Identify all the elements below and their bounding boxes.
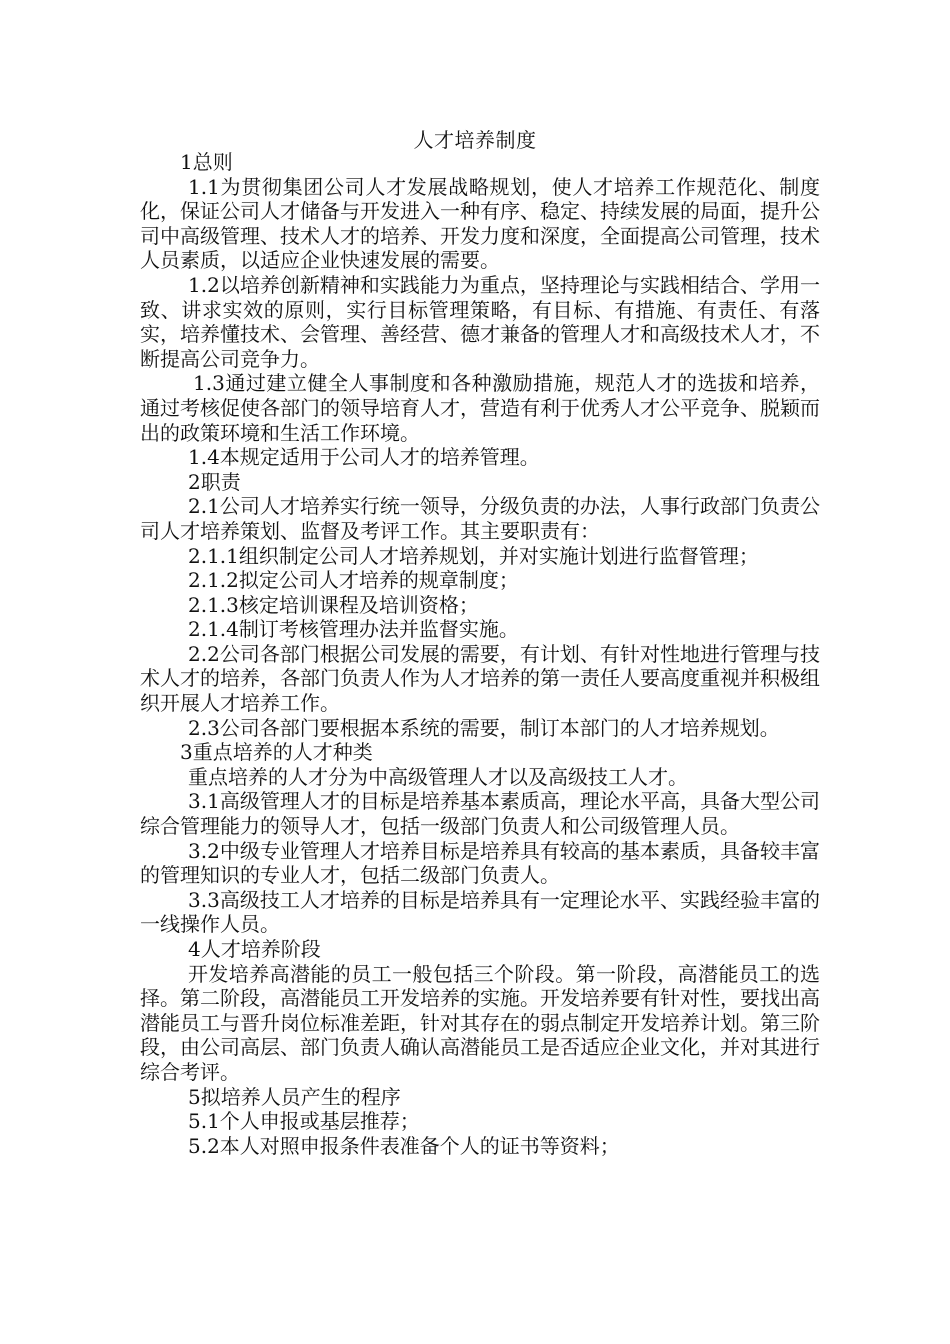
- paragraph: 1.3通过建立健全人事制度和各种激励措施，规范人才的选拔和培养，通过考核促使各部门的领导培育人才，营造有利于优秀人才公平竞争、脱颖而出的政策环境和生活工作环境。: [140, 371, 820, 445]
- paragraph: 2.2公司各部门根据公司发展的需要，有计划、有针对性地进行管理与技术人才的培养，各部门负责人作为人才培养的第一责任人要高度重视并积极组织开展人才培养工作。: [140, 641, 820, 716]
- paragraph: 4人才培养阶段: [188, 937, 321, 961]
- paragraph: 1.4本规定适用于公司人才的培养管理。: [188, 445, 540, 470]
- paragraph: 2.1.3核定培训课程及培训资格；: [188, 592, 479, 617]
- paragraph: 1.1为贯彻集团公司人才发展战略规划，使人才培养工作规范化、制度化，保证公司人才储备与开发进入一种有序、稳定、持续发展的局面，提升公司中高级管理、技术人才的培养、开发力度和深度，全面提高公司管理，技术人员素质，以适应企业快速发展的需要。: [140, 174, 820, 273]
- paragraph: 2.3公司各部门要根据本系统的需要，制订本部门的人才培养规划。: [188, 715, 780, 740]
- paragraph: 5拟培养人员产生的程序: [188, 1084, 401, 1109]
- paragraph: 3.3高级技工人才培养的目标是培养具有一定理论水平、实践经验丰富的一线操作人员。: [140, 887, 820, 937]
- paragraph: 2.1.1组织制定公司人才培养规划，并对实施计划进行监督管理；: [188, 543, 759, 568]
- document-title: 人才培养制度: [413, 128, 537, 152]
- paragraph: 3重点培养的人才种类: [180, 740, 373, 765]
- paragraph: 5.2本人对照申报条件表准备个人的证书等资料；: [188, 1133, 620, 1158]
- paragraph: 1总则: [180, 150, 233, 174]
- document-body: [140, 150, 820, 1158]
- paragraph: 2.1.4制订考核管理办法并监督实施。: [188, 617, 519, 642]
- paragraph: 2.1.2拟定公司人才培养的规章制度；: [188, 568, 519, 593]
- paragraph: 2.1公司人才培养实行统一领导，分级负责的办法，人事行政部门负责公司人才培养策划、监督及考评工作。其主要职责有：: [140, 494, 820, 543]
- paragraph: 2职责: [188, 469, 241, 494]
- paragraph: 5.1个人申报或基层推荐；: [188, 1109, 420, 1134]
- paragraph: 开发培养高潜能的员工一般包括三个阶段。第一阶段，高潜能员工的选择。第二阶段，高潜能员工开发培养的实施。开发培养要有针对性，要找出高潜能员工与晋升岗位标准差距，针对其存在的弱点制定开发培养计划。第三阶段，由公司高层、部门负责人确认高潜能员工是否适应企业文化，并对其进行综合考评。: [140, 961, 820, 1084]
- paragraph: 1.2以培养创新精神和实践能力为重点，坚持理论与实践相结合、学用一致、讲求实效的原则，实行目标管理策略，有目标、有措施、有责任、有落实，培养懂技术、会管理、善经营、德才兼备的管理人才和高级技术人才，不断提高公司竞争力。: [140, 272, 820, 371]
- paragraph: 重点培养的人才分为中高级管理人才以及高级技工人才。: [188, 764, 688, 789]
- paragraph: 3.1高级管理人才的目标是培养基本素质高，理论水平高，具备大型公司综合管理能力的领导人才，包括一级部门负责人和公司级管理人员。: [140, 789, 820, 839]
- paragraph: 3.2中级专业管理人才培养目标是培养具有较高的基本素质，具备较丰富的管理知识的专业人才，包括二级部门负责人。: [140, 838, 820, 888]
